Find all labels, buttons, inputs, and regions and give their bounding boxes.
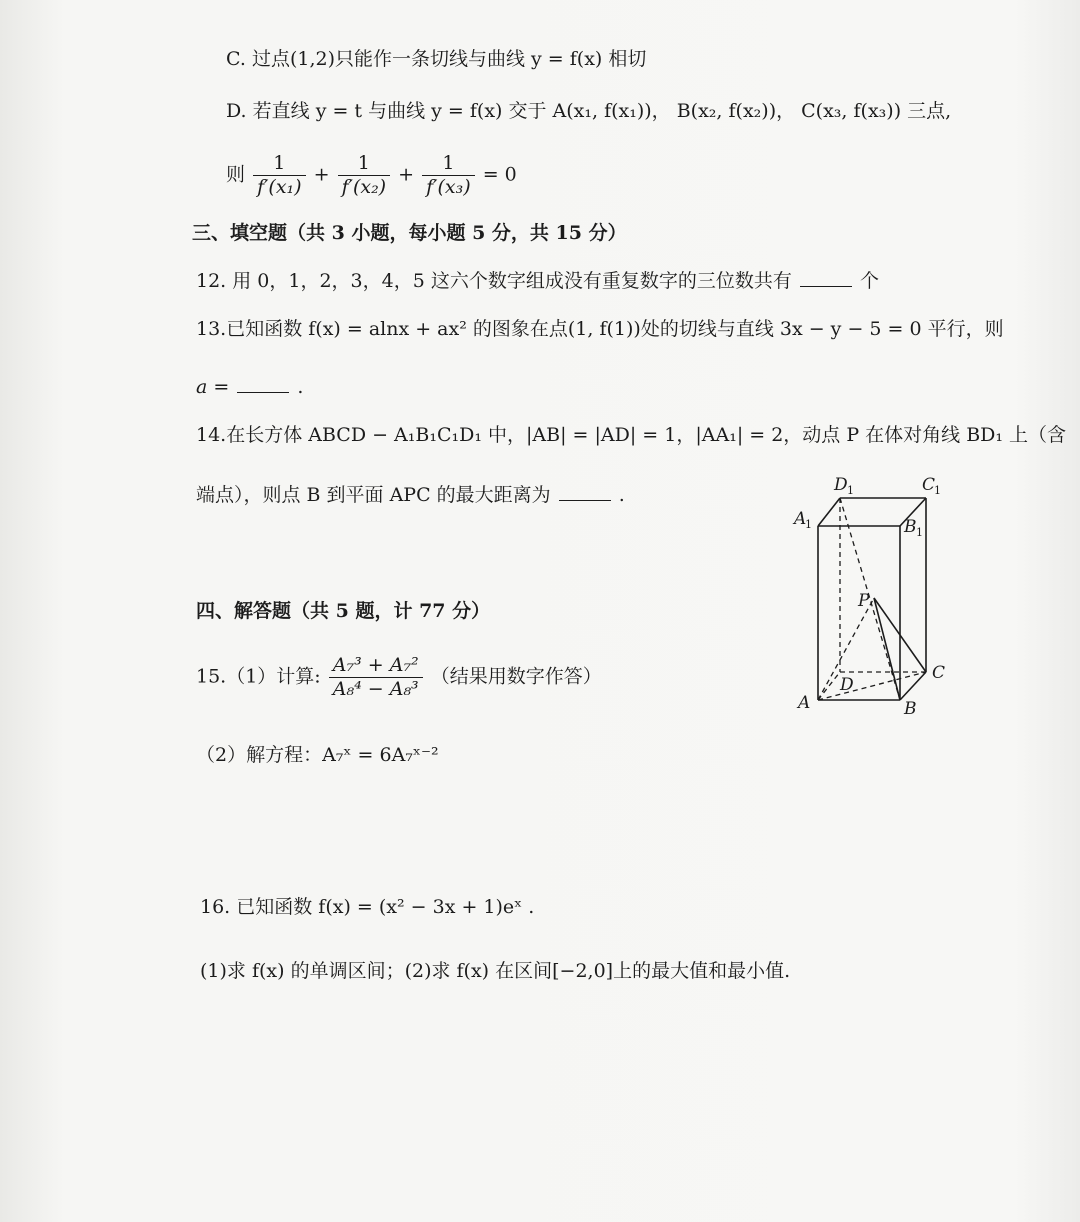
question-12-tail: 个 — [859, 270, 879, 292]
question-15-label: 15.（1）计算: — [196, 665, 321, 688]
permutation-fraction — [329, 654, 423, 701]
option-d-prefix: 则 — [226, 163, 246, 186]
label-b: B — [904, 699, 917, 718]
fraction-3-denominator: f′(x₃) — [426, 175, 471, 198]
question-14-line-2-text: 端点），则点 B 到平面 APC 的最大距离为 — [196, 484, 551, 506]
answer-blank-13[interactable] — [237, 376, 289, 393]
label-d1: D — [834, 475, 848, 495]
section-3-title: 三、填空题（共 3 小题，每小题 5 分，共 15 分） — [192, 222, 627, 244]
edge-a1-d1 — [818, 498, 840, 526]
fraction-2-denominator: f′(x₂) — [341, 175, 387, 198]
diagonal-bd1 — [840, 498, 900, 700]
label-p: P — [858, 591, 870, 611]
edge-b-c — [900, 672, 926, 700]
fraction-1-numerator: 1 — [253, 152, 306, 176]
option-d-continuation — [226, 152, 517, 199]
label-c1-sub: 1 — [934, 484, 941, 497]
question-16-parts: (1)求 f(x) 的单调区间；(2)求 f(x) 在区间[−2,0]上的最大值和最小值. — [200, 960, 791, 982]
cuboid-figure — [790, 468, 960, 718]
plus-sign-2: + — [398, 163, 415, 186]
permutation-denominator: A₈⁴ − A₈³ — [332, 677, 419, 700]
question-15-part-1 — [196, 654, 602, 701]
option-c-label: C. — [226, 48, 246, 70]
fraction-2-numerator: 1 — [338, 152, 391, 176]
option-d-label: D. — [226, 100, 247, 122]
answer-blank-12[interactable] — [800, 270, 852, 287]
label-a1: A — [794, 509, 807, 529]
label-c: C — [932, 663, 946, 683]
question-15-part-2: （2）解方程：A₇ˣ = 6A₇ˣ⁻² — [196, 744, 439, 766]
question-13: 13.已知函数 f(x) = alnx + ax² 的图象在点(1, f(1))处的切线与直线 3x − y − 5 = 0 平行，则 — [196, 318, 1004, 340]
option-c-text: 过点(1,2)只能作一条切线与曲线 y = f(x) 相切 — [251, 48, 647, 70]
question-13-tail: . — [297, 376, 304, 398]
fraction-1 — [253, 152, 306, 199]
label-a: A — [798, 693, 811, 713]
question-12-text: 12. 用 0，1，2，3，4，5 这六个数字组成没有重复数字的三位数共有 — [196, 270, 792, 292]
fraction-3-numerator: 1 — [422, 152, 475, 176]
plus-sign-1: + — [313, 163, 330, 186]
question-14-line-2 — [196, 484, 625, 507]
label-d1-sub: 1 — [847, 484, 854, 497]
fraction-2 — [338, 152, 391, 199]
question-15-note: （结果用数字作答） — [430, 665, 602, 688]
option-d-text: 若直线 y = t 与曲线 y = f(x) 交于 A(x₁, f(x₁))， B(x₂, f(x₂))， C(x₃, f(x₃)) 三点, — [252, 100, 952, 122]
label-b1-sub: 1 — [916, 526, 923, 539]
label-c1: C — [922, 475, 936, 495]
fraction-3 — [422, 152, 475, 199]
option-d — [226, 100, 951, 123]
question-13-answer-line — [196, 376, 303, 399]
permutation-numerator: A₇³ + A₇² — [329, 654, 423, 678]
answer-blank-14[interactable] — [559, 484, 611, 501]
question-13-prefix: a = — [196, 376, 230, 398]
label-d: D — [840, 675, 854, 695]
label-b1: B — [904, 517, 917, 537]
question-14-tail: . — [618, 484, 625, 506]
label-a1-sub: 1 — [805, 518, 812, 531]
section-4-title: 四、解答题（共 5 题，计 77 分） — [196, 600, 491, 622]
fraction-1-denominator: f′(x₁) — [257, 175, 302, 198]
equals-zero: = 0 — [482, 163, 517, 186]
question-12 — [196, 270, 879, 293]
question-14: 14.在长方体 ABCD − A₁B₁C₁D₁ 中，|AB| = |AD| = 1，|AA₁| = 2，动点 P 在体对角线 BD₁ 上（含 — [196, 424, 1067, 446]
option-c — [226, 48, 646, 71]
question-16: 16. 已知函数 f(x) = (x² − 3x + 1)eˣ . — [200, 896, 535, 918]
diagonal-ac — [818, 672, 926, 700]
segment-p-b — [874, 598, 900, 700]
